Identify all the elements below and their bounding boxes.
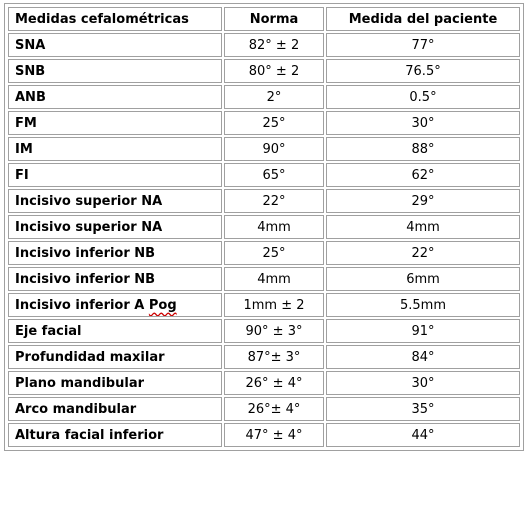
measure-cell: Eje facial bbox=[8, 319, 222, 343]
measure-text: Incisivo inferior A bbox=[15, 297, 149, 313]
norm-cell: 26° ± 4° bbox=[224, 371, 324, 395]
patient-cell: 0.5° bbox=[326, 85, 520, 109]
measure-cell: FI bbox=[8, 163, 222, 187]
norm-cell: 82° ± 2 bbox=[224, 33, 324, 57]
table-row bbox=[8, 111, 520, 135]
table-row bbox=[8, 59, 520, 83]
measure-cell: Profundidad maxilar bbox=[8, 345, 222, 369]
patient-cell: 44° bbox=[326, 423, 520, 447]
table-row bbox=[8, 85, 520, 109]
patient-cell: 88° bbox=[326, 137, 520, 161]
cephalometric-table bbox=[6, 5, 522, 449]
table-row bbox=[8, 163, 520, 187]
patient-cell: 5.5mm bbox=[326, 293, 520, 317]
patient-cell: 29° bbox=[326, 189, 520, 213]
table-row bbox=[8, 267, 520, 291]
measure-cell: ANB bbox=[8, 85, 222, 109]
patient-cell: 84° bbox=[326, 345, 520, 369]
table-row bbox=[8, 293, 520, 317]
norm-cell: 87°± 3° bbox=[224, 345, 324, 369]
table-row bbox=[8, 423, 520, 447]
cephalometric-table-container bbox=[4, 3, 524, 451]
table-row bbox=[8, 137, 520, 161]
measure-cell: SNB bbox=[8, 59, 222, 83]
measure-cell bbox=[8, 293, 222, 317]
header-patient: Medida del paciente bbox=[326, 7, 520, 31]
measure-cell: Incisivo superior NA bbox=[8, 215, 222, 239]
measure-cell: SNA bbox=[8, 33, 222, 57]
norm-cell: 80° ± 2 bbox=[224, 59, 324, 83]
norm-cell: 22° bbox=[224, 189, 324, 213]
patient-cell: 77° bbox=[326, 33, 520, 57]
patient-cell: 30° bbox=[326, 371, 520, 395]
measure-cell: Incisivo superior NA bbox=[8, 189, 222, 213]
table-header-row bbox=[8, 7, 520, 31]
patient-cell: 22° bbox=[326, 241, 520, 265]
patient-cell: 30° bbox=[326, 111, 520, 135]
norm-cell: 25° bbox=[224, 241, 324, 265]
table-row bbox=[8, 397, 520, 421]
norm-cell: 4mm bbox=[224, 267, 324, 291]
norm-cell: 4mm bbox=[224, 215, 324, 239]
header-norm: Norma bbox=[224, 7, 324, 31]
norm-cell: 90° ± 3° bbox=[224, 319, 324, 343]
table-row bbox=[8, 215, 520, 239]
table-row bbox=[8, 371, 520, 395]
measure-cell: Altura facial inferior bbox=[8, 423, 222, 447]
patient-cell: 91° bbox=[326, 319, 520, 343]
table-row bbox=[8, 241, 520, 265]
patient-cell: 6mm bbox=[326, 267, 520, 291]
norm-cell: 2° bbox=[224, 85, 324, 109]
norm-cell: 47° ± 4° bbox=[224, 423, 324, 447]
norm-cell: 25° bbox=[224, 111, 324, 135]
norm-cell: 90° bbox=[224, 137, 324, 161]
table-row bbox=[8, 345, 520, 369]
patient-cell: 62° bbox=[326, 163, 520, 187]
measure-cell: Incisivo inferior NB bbox=[8, 241, 222, 265]
header-measure: Medidas cefalométricas bbox=[8, 7, 222, 31]
norm-cell: 65° bbox=[224, 163, 324, 187]
spellcheck-marked-word: Pog bbox=[148, 297, 177, 313]
measure-cell: Incisivo inferior NB bbox=[8, 267, 222, 291]
table-row bbox=[8, 319, 520, 343]
patient-cell: 35° bbox=[326, 397, 520, 421]
measure-cell: Plano mandibular bbox=[8, 371, 222, 395]
measure-cell: IM bbox=[8, 137, 222, 161]
table-row bbox=[8, 189, 520, 213]
measure-cell: Arco mandibular bbox=[8, 397, 222, 421]
patient-cell: 76.5° bbox=[326, 59, 520, 83]
table-row bbox=[8, 33, 520, 57]
measure-cell: FM bbox=[8, 111, 222, 135]
patient-cell: 4mm bbox=[326, 215, 520, 239]
norm-cell: 1mm ± 2 bbox=[224, 293, 324, 317]
norm-cell: 26°± 4° bbox=[224, 397, 324, 421]
